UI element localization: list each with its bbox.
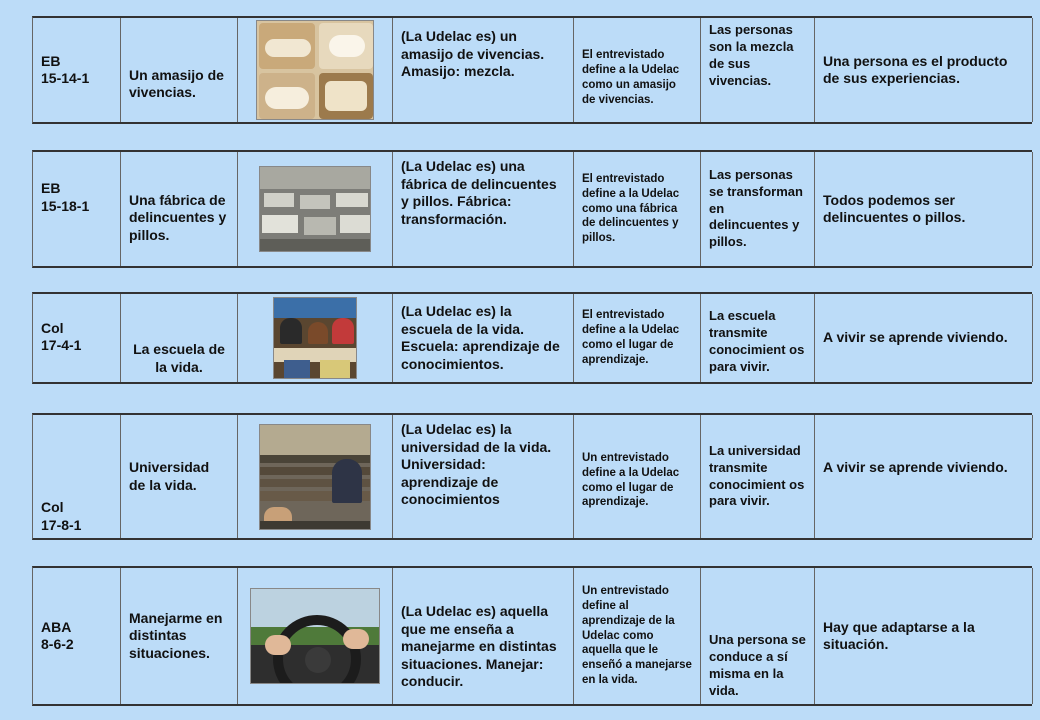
code-cell xyxy=(33,568,121,704)
conclusion-cell xyxy=(815,568,1033,704)
definition-cell xyxy=(393,18,574,122)
people-cell xyxy=(701,415,815,538)
code-label: Col 17-4-1 xyxy=(41,319,82,353)
interview-cell xyxy=(574,415,701,538)
people-text: La universidad transmite conocimient os para vivir. xyxy=(709,442,805,509)
image-cell xyxy=(238,568,393,704)
definition-text: (La Udelac es) la universidad de la vida. Universidad: aprendizaje de conocimientos xyxy=(401,421,552,507)
people-cell xyxy=(701,18,815,122)
interview-cell xyxy=(574,18,701,122)
conclusion-cell xyxy=(815,415,1033,538)
interview-cell xyxy=(574,568,701,704)
definition-text: (La Udelac es) la escuela de la vida. Escuela: aprendizaje de conocimientos. xyxy=(401,303,560,372)
conclusion-text: Una persona es el producto de sus experiencias. xyxy=(823,52,1008,86)
people-cell xyxy=(701,294,815,382)
interview-cell xyxy=(574,294,701,382)
definition-cell xyxy=(393,568,574,704)
definition-text: (La Udelac es) un amasijo de vivencias. Amasijo: mezcla. xyxy=(401,28,545,79)
definition-text: (La Udelac es) aquella que me enseña a manejarme en distintas situaciones. Manejar: conducir. xyxy=(401,603,557,690)
image-cell xyxy=(238,415,393,538)
factory-floor-image xyxy=(259,166,371,252)
code-cell xyxy=(33,152,121,266)
image-cell xyxy=(238,18,393,122)
definition-cell xyxy=(393,415,574,538)
interview-text: El entrevistado define a la Udelac como una fábrica de delincuentes y pillos. xyxy=(582,172,680,245)
metaphor-cell xyxy=(121,18,238,122)
classroom-image xyxy=(273,297,357,379)
people-text: Las personas son la mezcla de sus vivencias. xyxy=(709,22,794,88)
metaphor-cell xyxy=(121,294,238,382)
people-cell xyxy=(701,568,815,704)
table-row xyxy=(32,292,1032,384)
conclusion-cell xyxy=(815,18,1033,122)
people-cell xyxy=(701,152,815,266)
interview-text: Un entrevistado define al aprendizaje de la Udelac como aquella que le enseñó a manejarse en la vida. xyxy=(582,584,692,687)
metaphor-cell xyxy=(121,568,238,704)
table-row xyxy=(32,413,1032,540)
lecture-hall-image xyxy=(259,424,371,530)
people-text: La escuela transmite conocimient os para vivir. xyxy=(709,308,805,374)
conclusion-text: Todos podemos ser delincuentes o pillos. xyxy=(823,191,966,225)
metaphor-label: Manejarme en distintas situaciones. xyxy=(129,609,223,661)
code-label: ABA 8-6-2 xyxy=(41,618,74,652)
code-cell xyxy=(33,294,121,382)
bread-dough-image xyxy=(256,20,374,120)
image-cell xyxy=(238,152,393,266)
conclusion-cell xyxy=(815,294,1033,382)
code-cell xyxy=(33,18,121,122)
table-row xyxy=(32,16,1032,124)
code-cell xyxy=(33,415,121,538)
people-text: Las personas se transforman en delincuentes y pillos. xyxy=(709,166,803,250)
conclusion-cell xyxy=(815,152,1033,266)
interview-text: El entrevistado define a la Udelac como un amasijo de vivencias. xyxy=(582,49,680,106)
metaphor-label: Una fábrica de delincuentes y pillos. xyxy=(129,191,227,243)
definition-cell xyxy=(393,294,574,382)
interview-cell xyxy=(574,152,701,266)
metaphor-label: Un amasijo de vivencias. xyxy=(129,66,224,100)
interview-text: Un entrevistado define a la Udelac como el lugar de aprendizaje. xyxy=(582,451,680,509)
interview-text: El entrevistado define a la Udelac como el lugar de aprendizaje. xyxy=(582,309,680,366)
people-text: Una persona se conduce a sí misma en la vida. xyxy=(709,632,806,699)
image-cell xyxy=(238,294,393,382)
conclusion-text: Hay que adaptarse a la situación. xyxy=(823,618,975,652)
conclusion-text: A vivir se aprende viviendo. xyxy=(823,329,1008,346)
table-row xyxy=(32,566,1032,706)
table-row xyxy=(32,150,1032,268)
metaphor-cell xyxy=(121,152,238,266)
metaphor-label: Universidad de la vida. xyxy=(129,459,210,493)
code-label: EB 15-14-1 xyxy=(41,52,90,86)
conclusion-text: A vivir se aprende viviendo. xyxy=(823,459,1008,475)
metaphor-label: La escuela de la vida. xyxy=(133,341,225,375)
definition-cell xyxy=(393,152,574,266)
metaphor-cell xyxy=(121,415,238,538)
definition-text: (La Udelac es) una fábrica de delincuentes y pillos. Fábrica: transformación. xyxy=(401,158,557,227)
code-label: Col 17-8-1 xyxy=(41,499,82,533)
steering-wheel-image xyxy=(250,588,380,684)
code-label: EB 15-18-1 xyxy=(41,180,90,214)
